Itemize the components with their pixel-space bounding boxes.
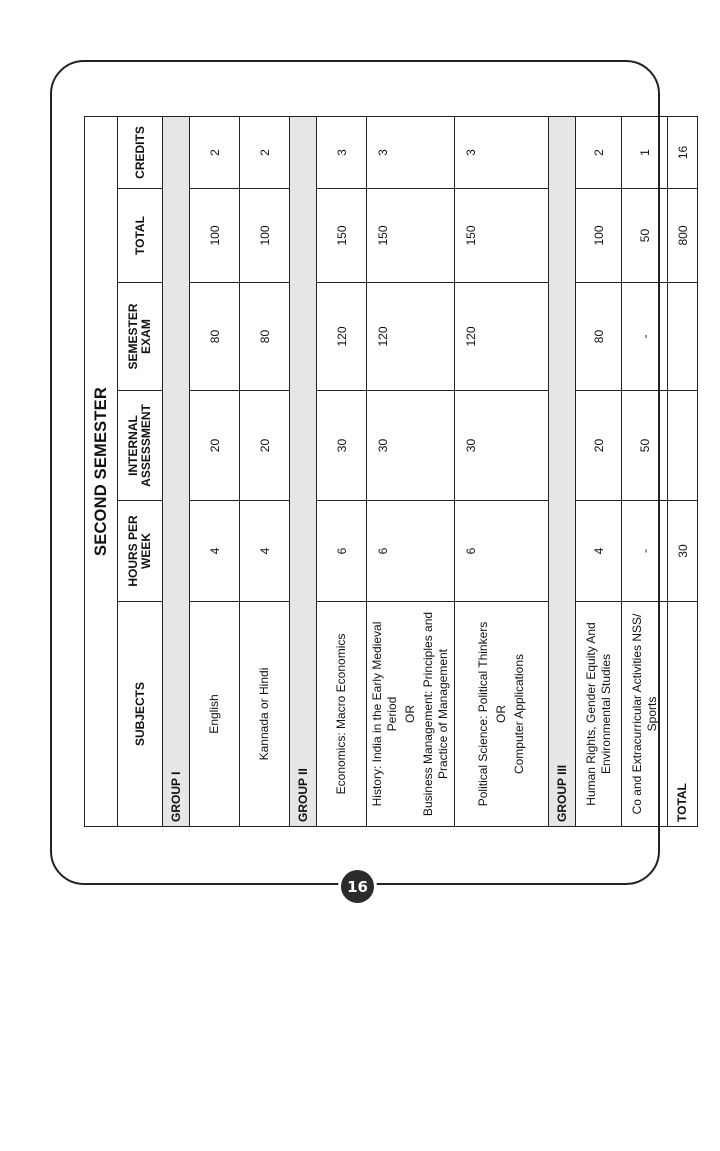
table-row [240,116,290,826]
subject-cell [190,602,240,827]
header-subjects: SUBJECTS [118,602,163,827]
header-total: TOTAL [118,189,163,283]
table-row [622,116,668,826]
credits-cell: 2 [190,116,240,188]
total-cell: 100 [576,189,622,283]
page-number-badge: 16 [341,870,374,903]
subject-line: History: India in the Early Medieval Period [370,621,399,807]
total-cell: 150 [455,189,549,283]
total-total: 800 [668,189,698,283]
exam-cell: 80 [240,283,290,391]
subject-line: Co and Extracurricular Activities NSS/ Sports [629,613,659,815]
subject-line: Kannada or Hindi [257,667,271,761]
table-row [455,116,549,826]
total-cell: 150 [317,189,367,283]
table-row [317,116,367,826]
subject-line: Political Science: Political Thinkers [476,621,490,807]
subject-cell [317,602,367,827]
group-label: GROUP I [163,116,190,826]
total-exam [668,283,698,391]
internal-cell: 50 [622,391,668,501]
internal-cell: 20 [240,391,290,501]
exam-cell: - [622,283,668,391]
credits-cell: 3 [317,116,367,188]
internal-cell: 30 [367,391,455,501]
exam-cell: 120 [317,283,367,391]
exam-cell: 80 [576,283,622,391]
internal-cell: 30 [455,391,549,501]
credits-cell: 2 [576,116,622,188]
subject-line: OR [403,705,417,723]
group-row [549,116,576,826]
table-row [190,116,240,826]
hours-cell: - [622,501,668,602]
total-cell: 50 [622,189,668,283]
internal-cell: 30 [317,391,367,501]
subject-line: Business Management: Principles and Practice of Management [421,611,450,817]
total-hours: 30 [668,501,698,602]
total-label: TOTAL [668,602,698,827]
subject-cell [240,602,290,827]
hours-cell: 6 [455,501,549,602]
group-row [290,116,317,826]
internal-cell: 20 [576,391,622,501]
table-row [576,116,622,826]
hours-cell: 4 [190,501,240,602]
hours-cell: 6 [317,501,367,602]
group-row [163,116,190,826]
header-internal: INTERNAL ASSESSMENT [118,391,163,501]
total-cell: 150 [367,189,455,283]
exam-cell: 80 [190,283,240,391]
subject-line: Human Rights, Gender Equity And Environmental Studies [583,622,613,806]
semester-table [84,116,698,827]
credits-cell: 2 [240,116,290,188]
total-cell: 100 [190,189,240,283]
subject-cell [367,602,455,827]
credits-cell: 1 [622,116,668,188]
exam-cell: 120 [455,283,549,391]
total-internal [668,391,698,501]
table-body [163,116,698,826]
header-credits: CREDITS [118,116,163,188]
subject-cell [576,602,622,827]
subject-line: Economics: Macro Economics [334,633,348,795]
total-cell: 100 [240,189,290,283]
semester-table-rotated [84,117,690,827]
group-label: GROUP II [290,116,317,826]
header-exam: SEMESTER EXAM [118,283,163,391]
subject-cell [622,602,668,827]
total-credits: 16 [668,116,698,188]
exam-cell: 120 [367,283,455,391]
credits-cell: 3 [455,116,549,188]
subject-line: English [207,694,221,734]
internal-cell: 20 [190,391,240,501]
hours-cell: 6 [367,501,455,602]
subject-line: OR [494,705,508,723]
subject-line: Computer Applications [512,653,526,775]
group-label: GROUP III [549,116,576,826]
credits-cell: 3 [367,116,455,188]
hours-cell: 4 [576,501,622,602]
subject-cell [455,602,549,827]
header-hours: HOURS PER WEEK [118,501,163,602]
table-title: SECOND SEMESTER [85,116,118,826]
hours-cell: 4 [240,501,290,602]
table-row [367,116,455,826]
total-row [668,116,698,826]
